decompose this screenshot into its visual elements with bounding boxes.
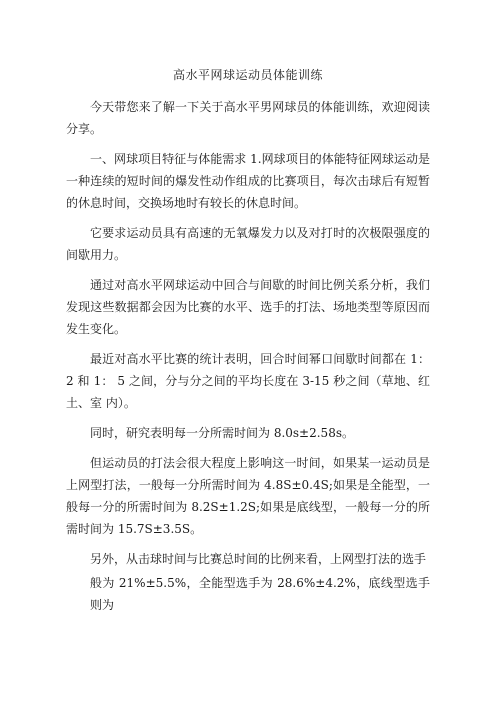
paragraph-ratio: 另外，从击球时间与比赛总时间的比例来看，上网型打法的选手 <box>90 552 427 566</box>
document-title: 高水平网球运动员体能训练 <box>172 68 323 82</box>
paragraph-analysis: 通过对高水平网球运动中回合与间歇的时间比例关系分析，我们发现这些数据都会因为比赛的水平、选手的打法、场地类型等原因而 发生变化。 <box>66 278 430 336</box>
paragraph-point-time: 同时，研究表明每一分所需时间为 8.0s±2.58s。 <box>90 426 354 440</box>
paragraph-play-style: 但运动员的打法会很大程度上影响这一时间，如果某一运动员是上网型打法，一般每一分所需时间为 4.8S±0.4S;如果是全能型，一般每一分的所需时间为 8.2S±1.2S;如果是底线型，一般每一分的所需时间为 15.7S±3.5S。 <box>66 456 430 536</box>
paragraph-intro: 今天带您来了解一下关于高水平男网球员的体能训练，欢迎阅读分享。 <box>66 100 430 136</box>
paragraph-ratio-continued: 般为 21%±5.5%，全能型选手为 28.6%±4.2%，底线型选手则为 <box>90 576 430 612</box>
paragraph-statistics: 最近对高水平比赛的统计表明，回合时间幂口间歇时间都在 1： 2 和 1： 5 之间，分与分之间的平均长度在 3-15 秒之间（草地、红土、室 内）。 <box>66 352 430 410</box>
paragraph-section-one: 一、网球项目特征与体能需求 1.网球项目的体能特征网球运动是一种连续的短时间的爆发性动作组成的比赛项目，每次击球后有短暂的休息时间，交换场地时有较长的休息时间。 <box>66 152 430 210</box>
paragraph-anaerobic: 它要求运动员具有高速的无氧爆发力以及对打时的次极限强度的间歇用力。 <box>66 226 430 262</box>
